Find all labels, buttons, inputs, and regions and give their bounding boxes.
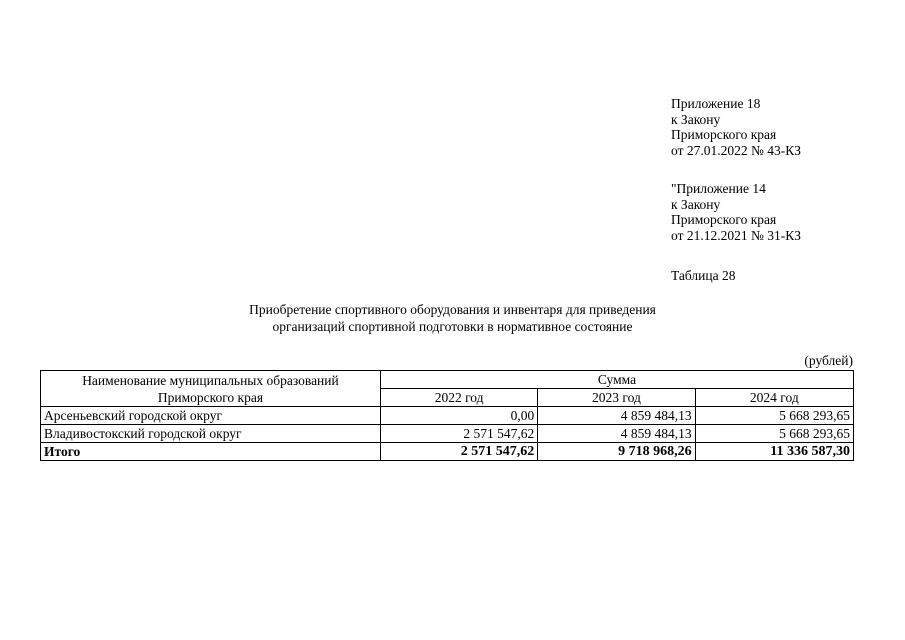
total-value-2024: 11 336 587,30 xyxy=(695,443,853,461)
table-row xyxy=(41,407,854,425)
title-line: Приобретение спортивного оборудования и инвентаря для приведения xyxy=(249,302,656,317)
approval-block-law-43 xyxy=(671,96,801,158)
approval-block-law-31 xyxy=(671,181,801,243)
row-value-2024: 5 668 293,65 xyxy=(695,425,853,443)
row-value-2024: 5 668 293,65 xyxy=(695,407,853,425)
table-number: Таблица 28 xyxy=(671,268,736,283)
approval-line: Приложение 18 xyxy=(671,96,761,111)
row-municipality-name: Владивостокский городской округ xyxy=(41,425,381,443)
table-header-row xyxy=(41,371,854,389)
table-total-row xyxy=(41,443,854,461)
row-value-2022: 2 571 547,62 xyxy=(380,425,537,443)
approval-line: от 21.12.2021 № 31-КЗ xyxy=(671,227,801,243)
approval-line: к Закону xyxy=(671,196,721,212)
budget-table xyxy=(40,370,854,461)
header-municipality xyxy=(41,371,381,407)
approval-line: Приморского края xyxy=(671,127,777,142)
approval-line: Приморского края xyxy=(671,212,777,227)
table-row xyxy=(41,425,854,443)
document-title xyxy=(0,301,905,335)
total-value-2022: 2 571 547,62 xyxy=(380,443,537,461)
header-municipality-line1: Наименование муниципальных образований xyxy=(82,372,339,388)
approval-line: "Приложение 14 xyxy=(671,181,766,196)
title-line: организаций спортивной подготовки в нормативное состояние xyxy=(272,319,633,334)
total-value-2023: 9 718 968,26 xyxy=(538,443,695,461)
header-year-2023: 2023 год xyxy=(538,389,695,407)
units-label: (рублей) xyxy=(804,353,853,368)
row-value-2023: 4 859 484,13 xyxy=(538,407,695,425)
header-year-2024: 2024 год xyxy=(695,389,853,407)
row-value-2022: 0,00 xyxy=(380,407,537,425)
total-label: Итого xyxy=(41,443,381,461)
row-value-2023: 4 859 484,13 xyxy=(538,425,695,443)
approval-line: к Закону xyxy=(671,111,721,127)
header-year-2022: 2022 год xyxy=(380,389,537,407)
header-sum: Сумма xyxy=(380,371,853,389)
row-municipality-name: Арсеньевский городской округ xyxy=(41,407,381,425)
header-municipality-line2: Приморского края xyxy=(157,389,264,405)
approval-line: от 27.01.2022 № 43-КЗ xyxy=(671,142,801,158)
